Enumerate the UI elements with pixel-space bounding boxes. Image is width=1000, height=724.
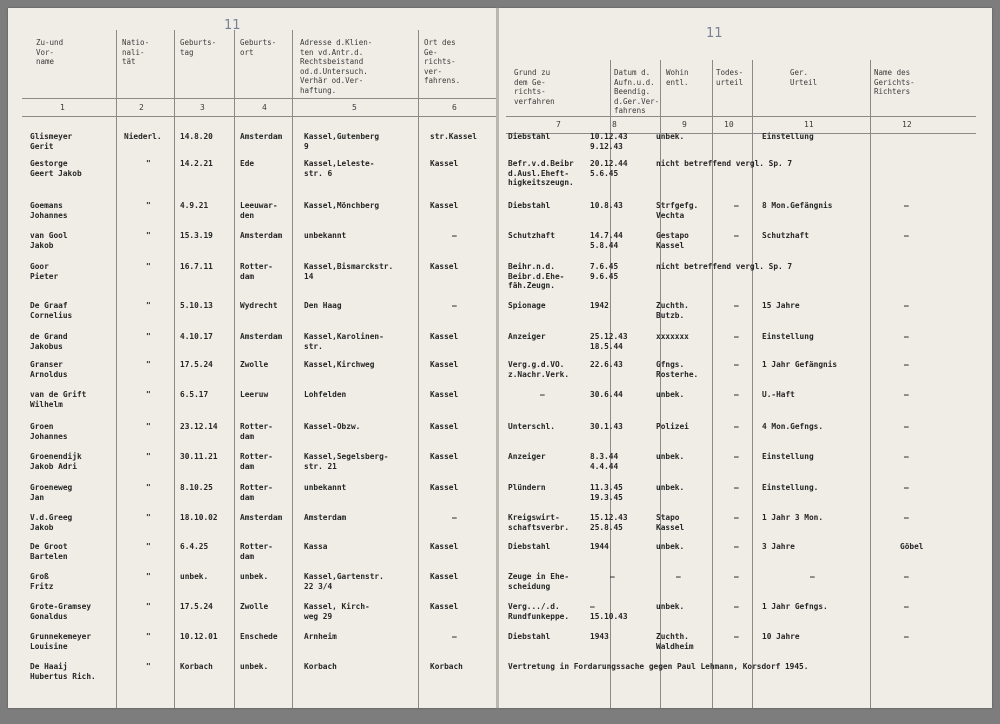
cell-address: Den Haag xyxy=(304,301,342,310)
cell-court-location: Kassel xyxy=(430,602,459,611)
cell-judge: — xyxy=(904,452,909,461)
cell-birth-place: Rotter- dam xyxy=(240,452,273,471)
cell-nationality: " xyxy=(146,301,151,310)
cell-nationality: " xyxy=(146,662,151,671)
cell-judge: — xyxy=(904,360,909,369)
cell-death-sentence: — xyxy=(734,452,739,461)
cell-verdict: Einstellung xyxy=(762,452,814,461)
cell-court-location: Kassel xyxy=(430,262,459,271)
column-divider xyxy=(870,60,871,708)
cell-nationality: " xyxy=(146,632,151,641)
cell-date: 7.6.45 9.6.45 xyxy=(590,262,619,281)
cell-birth-date: 14.2.21 xyxy=(180,159,213,168)
cell-birth-place: Zwolle xyxy=(240,360,269,369)
cell-death-sentence: — xyxy=(734,301,739,310)
cell-court-location: — xyxy=(452,632,457,641)
header-birth-date: Geburts- tag xyxy=(180,38,217,57)
cell-death-sentence: — xyxy=(734,231,739,240)
cell-court-location: Kassel xyxy=(430,332,459,341)
cell-date: 10.8.43 xyxy=(590,201,623,210)
cell-birth-date: 14.8.20 xyxy=(180,132,213,141)
cell-released-to: unbek. xyxy=(656,390,685,399)
cell-death-sentence: — xyxy=(734,332,739,341)
cell-name: Groß Fritz xyxy=(30,572,54,591)
header-rule xyxy=(506,116,976,117)
header-rule xyxy=(22,98,496,99)
cell-date: — xyxy=(610,572,615,581)
folio-number-left: 11 xyxy=(224,18,241,33)
cell-name: V.d.Greeg Jakob xyxy=(30,513,73,532)
cell-birth-date: 17.5.24 xyxy=(180,602,213,611)
cell-birth-date: Korbach xyxy=(180,662,213,671)
cell-court-location: Kassel xyxy=(430,572,459,581)
cell-name: Groenendijk Jakob Adri xyxy=(30,452,82,471)
cell-verdict: — xyxy=(810,572,815,581)
cell-reason: Schutzhaft xyxy=(508,231,555,240)
cell-birth-place: Rotter- dam xyxy=(240,422,273,441)
cell-address: Kassel-Obzw. xyxy=(304,422,361,431)
header-rule xyxy=(22,116,496,117)
header-rule xyxy=(506,133,976,134)
cell-judge: — xyxy=(904,231,909,240)
cell-court-location: Kassel xyxy=(430,422,459,431)
cell-birth-date: 15.3.19 xyxy=(180,231,213,240)
cell-birth-place: Ede xyxy=(240,159,255,168)
column-number: 1 xyxy=(60,103,65,112)
cell-address: Kassel,Mönchberg xyxy=(304,201,380,210)
cell-reason: Diebstahl xyxy=(508,632,551,641)
cell-date: 30.6.44 xyxy=(590,390,623,399)
cell-birth-date: 17.5.24 xyxy=(180,360,213,369)
cell-birth-place: Rotter- dam xyxy=(240,483,273,502)
cell-reason: Spionage xyxy=(508,301,546,310)
cell-name: Goemans Johannes xyxy=(30,201,68,220)
cell-reason: Diebstahl xyxy=(508,201,551,210)
cell-released-to: xxxxxxx xyxy=(656,332,689,341)
cell-judge: Göbel xyxy=(900,542,924,551)
cell-court-location: Kassel xyxy=(430,452,459,461)
cell-judge: — xyxy=(904,422,909,431)
cell-birth-date: 18.10.02 xyxy=(180,513,218,522)
column-number: 3 xyxy=(200,103,205,112)
cell-birth-place: unbek. xyxy=(240,662,269,671)
column-number: 10 xyxy=(724,120,734,129)
cell-birth-place: Wydrecht xyxy=(240,301,278,310)
cell-verdict: Einstellung xyxy=(762,132,814,141)
cell-death-sentence: — xyxy=(734,422,739,431)
cell-birth-date: 10.12.01 xyxy=(180,632,218,641)
cell-birth-place: Zwolle xyxy=(240,602,269,611)
cell-court-location: — xyxy=(452,301,457,310)
column-number: 2 xyxy=(139,103,144,112)
cell-released-to: nicht betreffend vergl. Sp. 7 xyxy=(656,159,793,168)
cell-reason: Kreigswirt- schaftsverbr. xyxy=(508,513,570,532)
cell-birth-date: unbek. xyxy=(180,572,209,581)
cell-date: 11.3.45 19.3.45 xyxy=(590,483,623,502)
cell-birth-place: Leeuwar- den xyxy=(240,201,278,220)
cell-name: De Groot Bartelen xyxy=(30,542,68,561)
cell-address: unbekannt xyxy=(304,483,347,492)
cell-court-location: str.Kassel xyxy=(430,132,477,141)
cell-birth-date: 5.10.13 xyxy=(180,301,213,310)
cell-released-to: unbek. xyxy=(656,602,685,611)
cell-reason: Zeuge in Ehe- scheidung xyxy=(508,572,570,591)
cell-date: 30.1.43 xyxy=(590,422,623,431)
header-date: Datum d. Aufn.u.d. Beendig. d.Ger.Ver- fahrens xyxy=(614,68,660,115)
column-divider xyxy=(292,30,293,708)
cell-nationality: " xyxy=(146,159,151,168)
cell-judge: — xyxy=(904,632,909,641)
cell-nationality: " xyxy=(146,542,151,551)
cell-judge: — xyxy=(904,201,909,210)
column-divider xyxy=(712,60,713,708)
cell-nationality: Niederl. xyxy=(124,132,162,141)
cell-death-sentence: — xyxy=(734,201,739,210)
cell-nationality: " xyxy=(146,572,151,581)
cell-released-to: nicht betreffend vergl. Sp. 7 xyxy=(656,262,793,271)
cell-court-location: Kassel xyxy=(430,390,459,399)
column-number: 7 xyxy=(556,120,561,129)
cell-released-to: Polizei xyxy=(656,422,689,431)
cell-nationality: " xyxy=(146,422,151,431)
header-court-location: Ort des Ge- richts- ver- fahrens. xyxy=(424,38,461,85)
cell-name: Goor Pieter xyxy=(30,262,59,281)
cell-name: van Gool Jakob xyxy=(30,231,68,250)
cell-address: Lohfelden xyxy=(304,390,347,399)
cell-released-to: Stapo Kassel xyxy=(656,513,685,532)
column-number: 5 xyxy=(352,103,357,112)
cell-date: 25.12.43 18.5.44 xyxy=(590,332,628,351)
cell-nationality: " xyxy=(146,602,151,611)
cell-verdict: 1 Jahr Gefngs. xyxy=(762,602,828,611)
cell-birth-date: 4.10.17 xyxy=(180,332,213,341)
cell-nationality: " xyxy=(146,332,151,341)
cell-date: 10.12.43 9.12.43 xyxy=(590,132,628,151)
column-divider xyxy=(418,30,419,708)
cell-nationality: " xyxy=(146,452,151,461)
cell-reason: Unterschl. xyxy=(508,422,555,431)
header-address: Adresse d.Klien- ten vd.Antr.d. Rechtsbeistand od.d.Untersuch. Verhär od.Ver- haftung. xyxy=(300,38,373,95)
cell-death-sentence: — xyxy=(734,542,739,551)
cell-nationality: " xyxy=(146,231,151,240)
cell-verdict: U.-Haft xyxy=(762,390,795,399)
cell-reason: Befr.v.d.Beibr d.Ausl.Eheft- higkeitszeugn. xyxy=(508,159,574,187)
header-verdict: Ger. Urteil xyxy=(790,68,818,87)
cell-judge: — xyxy=(904,513,909,522)
cell-address: Kassel,Leleste- str. 6 xyxy=(304,159,375,178)
cell-name: De Graaf Cornelius xyxy=(30,301,73,320)
cell-name: Grunnekemeyer Louisine xyxy=(30,632,92,651)
cell-judge: — xyxy=(904,572,909,581)
cell-verdict: 8 Mon.Gefängnis xyxy=(762,201,833,210)
cell-court-location: Kassel xyxy=(430,483,459,492)
cell-released-to: unbek. xyxy=(656,132,685,141)
cell-birth-place: Rotter- dam xyxy=(240,262,273,281)
cell-nationality: " xyxy=(146,360,151,369)
column-number: 6 xyxy=(452,103,457,112)
cell-date: 14.7.44 5.8.44 xyxy=(590,231,623,250)
cell-name: Groeneweg Jan xyxy=(30,483,73,502)
cell-reason: Verg.g.d.VO. z.Nachr.Verk. xyxy=(508,360,570,379)
header-nationality: Natio- nali- tät xyxy=(122,38,150,66)
header-birth-place: Geburts- ort xyxy=(240,38,277,57)
cell-released-to: unbek. xyxy=(656,542,685,551)
cell-verdict: 4 Mon.Gefngs. xyxy=(762,422,824,431)
cell-birth-date: 30.11.21 xyxy=(180,452,218,461)
cell-reason: Vertretung in Fordarungssache gegen Paul Lehmann, Korsdorf 1945. xyxy=(508,662,809,671)
cell-address: Korbach xyxy=(304,662,337,671)
cell-death-sentence: — xyxy=(734,483,739,492)
cell-reason: — xyxy=(540,390,545,399)
header-reason: Grund zu dem Ge- richts- verfahren xyxy=(514,68,555,106)
cell-address: Kassel,Gutenberg 9 xyxy=(304,132,380,151)
cell-name: Gestorge Geert Jakob xyxy=(30,159,82,178)
cell-released-to: Gestapo Kassel xyxy=(656,231,689,250)
cell-reason: Diebstahl xyxy=(508,542,551,551)
column-divider xyxy=(116,30,117,708)
cell-reason: Anzeiger xyxy=(508,452,546,461)
cell-verdict: 3 Jahre xyxy=(762,542,795,551)
cell-judge: — xyxy=(904,483,909,492)
cell-verdict: 1 Jahr Gefängnis xyxy=(762,360,838,369)
column-number: 9 xyxy=(682,120,687,129)
cell-verdict: 15 Jahre xyxy=(762,301,800,310)
cell-nationality: " xyxy=(146,513,151,522)
header-death-sentence: Todes- urteil xyxy=(716,68,744,87)
cell-reason: Anzeiger xyxy=(508,332,546,341)
cell-verdict: 1 Jahr 3 Mon. xyxy=(762,513,824,522)
cell-court-location: — xyxy=(452,231,457,240)
cell-court-location: Kassel xyxy=(430,159,459,168)
cell-released-to: — xyxy=(676,572,681,581)
cell-reason: Plündern xyxy=(508,483,546,492)
column-divider xyxy=(752,60,753,708)
cell-released-to: unbek. xyxy=(656,452,685,461)
cell-name: Glismeyer Gerit xyxy=(30,132,73,151)
cell-judge: — xyxy=(904,390,909,399)
cell-court-location: Kassel xyxy=(430,542,459,551)
cell-name: van de Grift Wilhelm xyxy=(30,390,87,409)
cell-judge: — xyxy=(904,332,909,341)
cell-address: Kassel,Segelsberg- str. 21 xyxy=(304,452,389,471)
cell-death-sentence: — xyxy=(734,360,739,369)
cell-verdict: Schutzhaft xyxy=(762,231,809,240)
cell-birth-date: 4.9.21 xyxy=(180,201,209,210)
cell-address: unbekannt xyxy=(304,231,347,240)
column-number: 12 xyxy=(902,120,912,129)
cell-name: de Grand Jakobus xyxy=(30,332,68,351)
cell-nationality: " xyxy=(146,262,151,271)
cell-date: 1944 xyxy=(590,542,609,551)
cell-released-to: Zuchth. Butzb. xyxy=(656,301,689,320)
cell-nationality: " xyxy=(146,201,151,210)
cell-judge: — xyxy=(904,301,909,310)
cell-reason: Beihr.n.d. Beibr.d.Ehe- fäh.Zeugn. xyxy=(508,262,565,290)
cell-birth-date: 6.5.17 xyxy=(180,390,209,399)
cell-date: — 15.10.43 xyxy=(590,602,628,621)
cell-date: 22.6.43 xyxy=(590,360,623,369)
cell-court-location: Korbach xyxy=(430,662,463,671)
cell-birth-place: Amsterdam xyxy=(240,332,283,341)
header-released-to: Wohin entl. xyxy=(666,68,689,87)
cell-date: 1942 xyxy=(590,301,609,310)
cell-address: Kassel,Kirchweg xyxy=(304,360,375,369)
cell-date: 15.12.43 25.8.45 xyxy=(590,513,628,532)
cell-date: 8.3.44 4.4.44 xyxy=(590,452,619,471)
cell-released-to: Zuchth. Waldheim xyxy=(656,632,694,651)
cell-address: Amsterdam xyxy=(304,513,347,522)
column-number: 4 xyxy=(262,103,267,112)
cell-reason: Diebstahl xyxy=(508,132,551,141)
header-judge: Name des Gerichts- Richters xyxy=(874,68,915,96)
cell-released-to: unbek. xyxy=(656,483,685,492)
cell-birth-place: unbek. xyxy=(240,572,269,581)
cell-date: 20.12.44 5.6.45 xyxy=(590,159,628,178)
cell-birth-date: 8.10.25 xyxy=(180,483,213,492)
cell-address: Kassel,Bismarckstr. 14 xyxy=(304,262,394,281)
cell-nationality: " xyxy=(146,390,151,399)
cell-verdict: 10 Jahre xyxy=(762,632,800,641)
cell-death-sentence: — xyxy=(734,513,739,522)
cell-death-sentence: — xyxy=(734,572,739,581)
cell-verdict: Einstellung. xyxy=(762,483,819,492)
column-number: 8 xyxy=(612,120,617,129)
cell-birth-place: Enschede xyxy=(240,632,278,641)
column-number: 11 xyxy=(804,120,814,129)
column-divider xyxy=(174,30,175,708)
folio-number-right: 11 xyxy=(706,26,723,41)
cell-birth-date: 16.7.11 xyxy=(180,262,213,271)
cell-nationality: " xyxy=(146,483,151,492)
page-fold xyxy=(496,8,499,708)
cell-birth-place: Amsterdam xyxy=(240,231,283,240)
cell-verdict: Einstellung xyxy=(762,332,814,341)
cell-birth-place: Amsterdam xyxy=(240,132,283,141)
cell-name: Grote-Gramsey Gonaldus xyxy=(30,602,92,621)
cell-address: Kassel,Karolinen- str. xyxy=(304,332,384,351)
cell-court-location: — xyxy=(452,513,457,522)
cell-birth-place: Rotter- dam xyxy=(240,542,273,561)
cell-address: Kassel, Kirch- weg 29 xyxy=(304,602,370,621)
header-name: Zu-und Vor- name xyxy=(36,38,64,66)
cell-death-sentence: — xyxy=(734,390,739,399)
cell-birth-date: 23.12.14 xyxy=(180,422,218,431)
cell-court-location: Kassel xyxy=(430,201,459,210)
cell-birth-date: 6.4.25 xyxy=(180,542,209,551)
cell-judge: — xyxy=(904,602,909,611)
cell-address: Kassel,Gartenstr. 22 3/4 xyxy=(304,572,384,591)
cell-birth-place: Leeruw xyxy=(240,390,269,399)
cell-name: Groen Johannes xyxy=(30,422,68,441)
cell-death-sentence: — xyxy=(734,632,739,641)
cell-address: Kassa xyxy=(304,542,328,551)
cell-birth-place: Amsterdam xyxy=(240,513,283,522)
cell-name: De Haaij Hubertus Rich. xyxy=(30,662,96,681)
cell-released-to: Strfgefg. Vechta xyxy=(656,201,699,220)
cell-released-to: Gfngs. Rosterhe. xyxy=(656,360,699,379)
cell-reason: Verg.../.d. Rundfunkeppe. xyxy=(508,602,570,621)
cell-court-location: Kassel xyxy=(430,360,459,369)
cell-address: Arnheim xyxy=(304,632,337,641)
column-divider xyxy=(234,30,235,708)
right-page xyxy=(499,8,992,708)
cell-name: Granser Arnoldus xyxy=(30,360,68,379)
cell-death-sentence: — xyxy=(734,602,739,611)
cell-date: 1943 xyxy=(590,632,609,641)
